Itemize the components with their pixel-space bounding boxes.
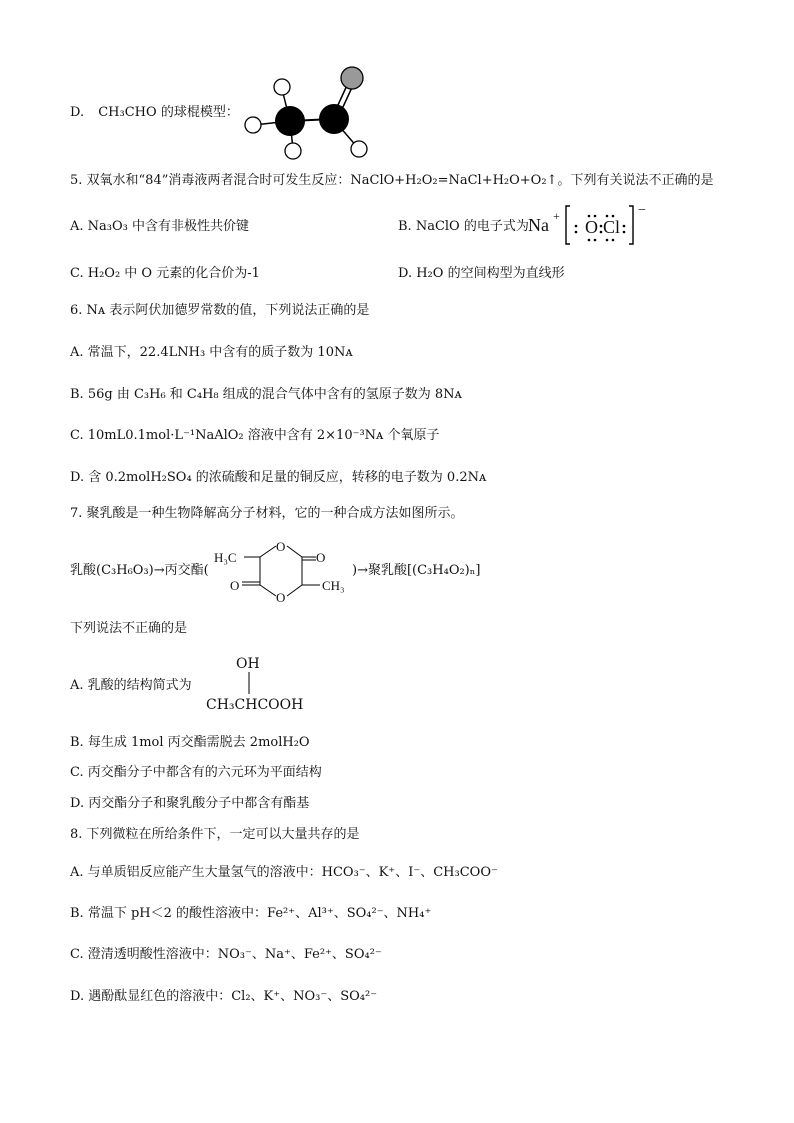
q8-option-c: C. 澄清透明酸性溶液中：NO₃⁻、Na⁺、Fe²⁺、SO₄²⁻ (70, 947, 382, 962)
q7-option-d: D. 丙交酯分子和聚乳酸分子中都含有酯基 (70, 796, 310, 811)
q7-option-a: A. 乳酸的结构简式为 (70, 678, 192, 693)
q4-option-d (70, 104, 239, 122)
ring-oxygen-top: O (276, 539, 286, 554)
svg-text:+: + (553, 209, 560, 223)
ring-methyl-top: H₃C (214, 550, 237, 565)
ball-stick-model-ch3cho (240, 62, 370, 162)
svg-text:−: − (638, 203, 646, 218)
q8-option-b: B. 常温下 pH＜2 的酸性溶液中：Fe²⁺、Al³⁺、SO₄²⁻、NH₄⁺ (70, 906, 432, 921)
q4-option-d-text: 的球棍模型： (160, 105, 239, 120)
q6-option-d: D. 含 0.2molH₂SO₄ 的浓硫酸和足量的铜反应，转移的电子数为 0.2Nᴀ (70, 470, 487, 485)
q7-scheme-left: 乳酸(C₃H₆O₃)→丙交酯( (70, 563, 209, 578)
q8-option-a: A. 与单质铝反应能产生大量氢气的溶液中：HCO₃⁻、K⁺、I⁻、CH₃COO⁻ (70, 865, 498, 880)
ring-oxygen-bottom: O (276, 590, 286, 605)
q4-option-d-formula: CH₃CHO (98, 105, 157, 120)
electron-formula-naclo (528, 200, 658, 252)
q6-stem: 6. Nᴀ 表示阿伏加德罗常数的值，下列说法正确的是 (70, 303, 370, 318)
q5-option-d: D. H₂O 的空间构型为直线形 (398, 266, 565, 281)
lactic-acid-oh: OH (236, 656, 260, 672)
q5-stem: 5. 双氧水和“84”消毒液两者混合时可发生反应：NaClO+H₂O₂=NaCl+H₂O+O₂↑。下列有关说法不正确的是 (70, 173, 714, 188)
lactic-acid-chain: CH₃CHCOOH (206, 697, 304, 713)
q6-option-b: B. 56g 由 C₃H₆ 和 C₄H₈ 组成的混合气体中含有的氢原子数为 8Nᴀ (70, 387, 462, 402)
q7-stem: 7. 聚乳酸是一种生物降解高分子材料，它的一种合成方法如图所示。 (70, 506, 464, 521)
q5-option-b (398, 218, 529, 236)
lactide-ring-structure (210, 535, 360, 605)
carbonyl-oxygen-right: O (316, 550, 326, 565)
svg-text:O: O (585, 217, 598, 237)
q5-option-b-text: B. NaClO 的电子式为 (398, 219, 529, 234)
q5-option-a: A. Na₃O₃ 中含有非极性共价键 (70, 219, 249, 234)
q7-scheme-right: )→聚乳酸[(C₃H₄O₂)ₙ] (352, 563, 481, 578)
q7-ask: 下列说法不正确的是 (70, 621, 188, 636)
q7-option-b: B. 每生成 1mol 丙交酯需脱去 2molH₂O (70, 735, 310, 750)
q8-stem: 8. 下列微粒在所给条件下，一定可以大量共存的是 (70, 827, 360, 842)
q6-option-c: C. 10mL0.1mol·L⁻¹NaAlO₂ 溶液中含有 2×10⁻³Nᴀ 个氧原子 (70, 428, 440, 443)
q6-option-a: A. 常温下，22.4LNH₃ 中含有的质子数为 10Nᴀ (70, 345, 353, 360)
svg-text:Cl: Cl (603, 217, 621, 237)
svg-text:Na: Na (528, 215, 549, 235)
ring-methyl-bottom: CH₃ (322, 578, 345, 593)
carbonyl-oxygen-left: O (230, 578, 240, 593)
q5-option-c: C. H₂O₂ 中 O 元素的化合价为-1 (70, 266, 260, 281)
q4-option-d-label: D. (70, 105, 85, 120)
q8-option-d: D. 遇酚酞显红色的溶液中：Cl₂、K⁺、NO₃⁻、SO₄²⁻ (70, 989, 378, 1004)
lactic-acid-bond (246, 672, 252, 694)
q7-option-c: C. 丙交酯分子中都含有的六元环为平面结构 (70, 765, 322, 780)
